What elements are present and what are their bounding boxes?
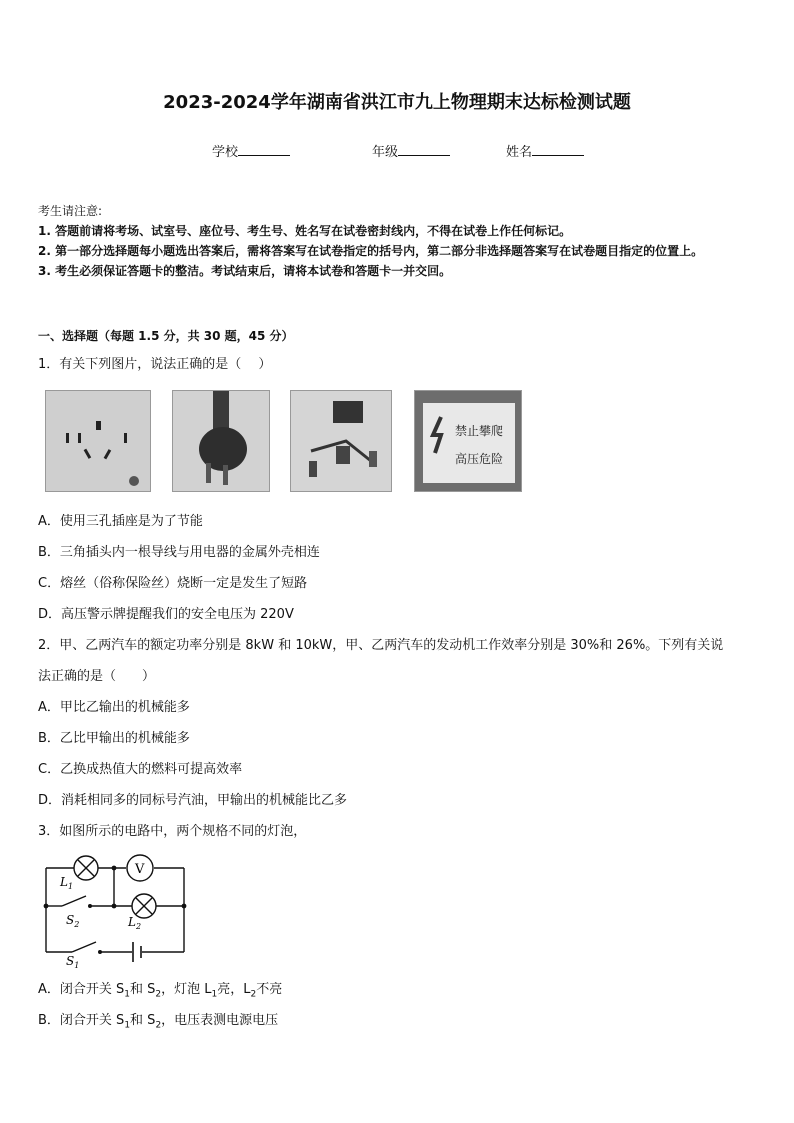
- lamp-l1-icon: [74, 856, 98, 880]
- grade-label: 年级: [372, 145, 399, 160]
- q3a-sub: 1: [211, 989, 218, 1000]
- q1-option-b[interactable]: B．三角插头内一根导线与用电器的金属外壳相连: [38, 545, 320, 560]
- notice-item-1: 1. 答题前请将考场、试室号、座位号、考生号、姓名写在试卷密封线内，不得在试卷上作任何标记。: [38, 224, 572, 238]
- section-heading: 一、选择题（每题 1.5 分，共 30 题，45 分）: [38, 329, 294, 343]
- q1-option-c[interactable]: C．熔丝（俗称保险丝）烧断一定是发生了短路: [38, 576, 308, 591]
- q3a-sub: 2: [155, 989, 162, 1000]
- q3b-part: B．闭合开关 S: [38, 1013, 125, 1028]
- q2-option-a[interactable]: A．甲比乙输出的机械能多: [38, 700, 190, 715]
- school-blank[interactable]: [238, 143, 290, 156]
- q3b-part: 和 S: [130, 1013, 156, 1028]
- q3b-part: ，电压表测电源电压: [161, 1013, 279, 1028]
- s1-sub: 1: [74, 961, 80, 970]
- battery-icon: [133, 942, 141, 962]
- voltmeter-label: V: [135, 862, 145, 877]
- grade-field: [372, 141, 450, 160]
- grade-blank[interactable]: [398, 143, 450, 156]
- school-label: 学校: [212, 145, 239, 160]
- q3b-sub: 2: [155, 1020, 162, 1031]
- q3a-sub: 2: [250, 989, 257, 1000]
- notice-item-2: 2. 第一部分选择题每小题选出答案后，需将答案写在试卷指定的括号内，第二部分非选择题答案写在试卷题目指定的位置上。: [38, 244, 704, 258]
- warning-sign-image: [414, 390, 522, 492]
- notice-heading: 考生请注意:: [38, 204, 103, 218]
- l2-label: L: [128, 915, 136, 929]
- q3a-part: 和 S: [130, 982, 156, 997]
- q3a-part: 亮，L: [217, 982, 251, 997]
- l1-label: L: [60, 875, 68, 889]
- q2-stem-line1: 2．甲、乙两汽车的额定功率分别是 8kW 和 10kW，甲、乙两汽车的发动机工作效率分别是 30%和 26%。下列有关说: [38, 638, 724, 653]
- sign-text-2: 高压危险: [455, 452, 504, 466]
- q3a-part: 不亮: [256, 982, 283, 997]
- q3-option-b[interactable]: [38, 1009, 278, 1031]
- fuse-image: [290, 390, 392, 492]
- notice-block: [38, 201, 762, 281]
- s2-label: S: [66, 913, 75, 927]
- s2-sub: 2: [74, 920, 80, 929]
- s1-label: S: [66, 954, 75, 968]
- name-field: [506, 141, 584, 160]
- svg-text:S1: [66, 954, 79, 970]
- l2-sub: 2: [135, 922, 142, 931]
- sign-text-1: 禁止攀爬: [455, 424, 504, 438]
- q3a-part: ，灯泡 L: [161, 982, 212, 997]
- svg-text:L1: [59, 875, 73, 891]
- notice-item-3: 3. 考生必须保证答题卡的整洁。考试结束后，请将本试卷和答题卡一并交回。: [38, 264, 452, 278]
- q1-option-a[interactable]: A．使用三孔插座是为了节能: [38, 514, 203, 529]
- q1-option-d[interactable]: D．高压警示牌提醒我们的安全电压为 220V: [38, 607, 294, 622]
- q3b-sub: 1: [124, 1020, 131, 1031]
- q2-option-d[interactable]: D．消耗相同多的同标号汽油，甲输出的机械能比乙多: [38, 793, 348, 808]
- q2-option-c[interactable]: C．乙换成热值大的燃料可提高效率: [38, 762, 243, 777]
- svg-text:S2: [66, 913, 79, 929]
- plug-image: [172, 390, 270, 492]
- q2-option-b[interactable]: B．乙比甲输出的机械能多: [38, 731, 190, 746]
- q2-stem-line2: 法正确的是（ ）: [38, 669, 156, 684]
- socket-image: [45, 390, 151, 492]
- page-title: 2023-2024学年湖南省洪江市九上物理期末达标检测试题: [163, 92, 631, 113]
- l1-sub: 1: [67, 882, 74, 891]
- circuit-diagram: [36, 848, 190, 970]
- q3-option-a[interactable]: [38, 978, 282, 1000]
- q1-stem: 1．有关下列图片，说法正确的是（ ）: [38, 357, 272, 372]
- q3a-sub: 1: [124, 989, 131, 1000]
- q3a-part: A．闭合开关 S: [38, 982, 125, 997]
- school-field: [212, 141, 290, 160]
- q3-stem: 3．如图所示的电路中，两个规格不同的灯泡，: [38, 824, 307, 839]
- name-blank[interactable]: [532, 143, 584, 156]
- name-label: 姓名: [506, 145, 533, 160]
